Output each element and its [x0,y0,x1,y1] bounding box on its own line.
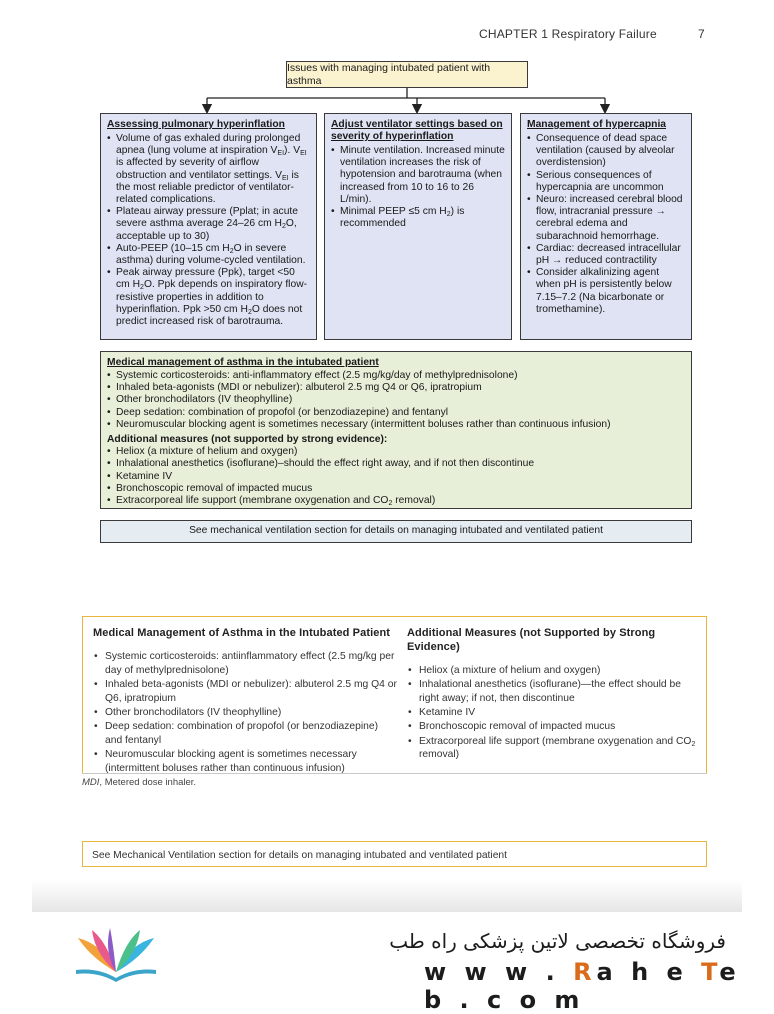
table-left-column [93,627,398,776]
url-mid: a h e [596,958,702,986]
footnote-text: , Metered dose inhaler. [99,777,197,788]
table-left-list [93,650,398,776]
page-shadow [32,880,742,912]
medical-management-title: Medical management of asthma in the intubated patient [107,357,379,368]
ventilator-settings-list [325,145,511,230]
list-item: • Other bronchodilators (IV theophylline) [107,394,685,406]
list-item: • Heliox (a mixture of helium and oxygen) [107,446,685,458]
root-box [286,61,528,88]
table-right-column [407,627,699,763]
medical-management-list [107,370,685,431]
list-item: • Consequence of dead space ventilation (caused by alveolar overdistension) [527,133,686,170]
list-item: • Bronchoscopic removal of impacted mucus [107,483,685,495]
brand-persian-name: فروشگاه تخصصی لاتین پزشکی راه طب [389,929,726,953]
list-item: • Inhaled beta-agonists (MDI or nebulizer): albuterol 2.5 mg Q4 or Q6, ipratropium [107,382,685,394]
see-note-text: See mechanical ventilation section for details on managing intubated and ventilated patient [189,525,603,537]
management-table [82,616,707,774]
url-t: T [701,958,720,986]
list-item: • Extracorporeal life support (membrane oxygenation and $CO_2$ removal) [107,495,685,507]
flowchart-connectors [0,0,774,120]
list-item: • Ketamine IV [107,471,685,483]
ventilator-settings-title: Adjust ventilator settings based on severity of hyperinflation [331,119,503,142]
hypercapnia-title: Management of hypercapnia [527,119,667,130]
table-right-heading: Additional Measures (not Supported by Strong Evidence) [407,627,656,653]
page-number: 7 [698,27,705,41]
root-label: Issues with managing intubated patient with asthma [287,62,491,87]
list-item: • Peak airway pressure (Ppk), target <50 cm $H_2O$. Ppk depends on inspiratory flow-resistive properties in addition to hyperinflation. Ppk >50 cm $H_2O$ does not predict increased risk of barotrauma. [107,267,311,328]
list-item: • Inhalational anesthetics (isoflurane)—the effect should be right away; if not, then discontinue [408,678,699,706]
hypercapnia-box [520,113,692,340]
list-item: • Minute ventilation. Increased minute ventilation increases the risk of hypotension and barotrauma (when increased from 10 to 16 to 26 L/min). [331,145,506,206]
table-left-heading: Medical Management of Asthma in the Intubated Patient [93,627,391,639]
chapter-title: CHAPTER 1 Respiratory Failure [479,27,657,41]
list-item: • Extracorporeal life support (membrane oxygenation and $CO_2$ removal) [408,735,699,763]
list-item: • Deep sedation: combination of propofol (or benzodiazepine) and fentanyl [107,407,685,419]
see-note-2-text: See Mechanical Ventilation section for details on managing intubated and ventilated patient [92,850,508,861]
hyperinflation-list [101,133,316,328]
list-item: • Plateau airway pressure (Pplat; in acute severe asthma average 24–26 cm $H_2O$, acceptable up to 30) [107,206,311,243]
additional-measures-list [107,446,685,507]
list-item: • Cardiac: decreased intracellular pH → reduced contractility [527,243,686,267]
list-item: • Systemic corticosteroids: anti-inflammatory effect (2.5 mg/kg/day of methylprednisolone) [107,370,685,382]
additional-measures-title: Additional measures (not supported by strong evidence): [107,434,388,446]
list-item: • Auto-PEEP (10–15 cm $H_2O$ in severe asthma) during volume-cycled ventilation. [107,243,311,267]
table-footnote [82,777,196,788]
list-item: • Bronchoscopic removal of impacted mucus [408,720,699,734]
hyperinflation-title: Assessing pulmonary hyperinflation [107,119,285,130]
list-item: • Minimal PEEP ≤5 cm $H_2$) is recommended [331,206,506,230]
list-item: • Volume of gas exhaled during prolonged apnea (lung volume at inspiration $V_{EI}$). $V_{EI}$ is affected by severity of airflow obstruction and ventilator settings. $V_{EI}$ is the most reliable predictor of ventilator-related complications. [107,133,311,206]
ventilator-settings-box [324,113,512,340]
list-item: • Inhaled beta-agonists (MDI or nebulizer): albuterol 2.5 mg Q4 or Q6, ipratropium [94,678,398,706]
list-item: • Neuromuscular blocking agent is sometimes necessary (intermittent boluses rather than continuous infusion) [107,419,685,431]
url-r: R [573,958,597,986]
table-bottom-rule [82,773,707,774]
list-item: • Ketamine IV [408,706,699,720]
hypercapnia-list [521,133,691,316]
medical-management-box [100,351,692,509]
book-logo-icon [70,928,162,984]
list-item: • Neuro: increased cerebral blood flow, intracranial pressure → cerebral edema and subarachnoid hemorrhage. [527,194,686,243]
list-item: • Other bronchodilators (IV theophylline) [94,706,398,720]
url-suffix: e b . c o m [424,958,741,1014]
list-item: • Heliox (a mixture of helium and oxygen) [408,664,699,678]
see-mechanical-ventilation-note-2 [82,841,707,867]
see-mechanical-ventilation-note [100,520,692,543]
url-prefix: w w w . [424,958,574,986]
brand-url[interactable] [424,958,774,1014]
table-right-list [407,664,699,763]
list-item: • Serious consequences of hypercapnia are uncommon [527,170,686,194]
list-item: • Neuromuscular blocking agent is sometimes necessary (intermittent boluses rather than continuous infusion) [94,748,398,776]
hyperinflation-box [100,113,317,340]
list-item: • Deep sedation: combination of propofol (or benzodiazepine) and fentanyl [94,720,398,748]
list-item: • Systemic corticosteroids: antiinflammatory effect (2.5 mg/kg per day of methylprednisolone) [94,650,398,678]
list-item: • Inhalational anesthetics (isoflurane)–should the effect right away, and if not then discontinue [107,458,685,470]
list-item: • Consider alkalinizing agent when pH is persistently below 7.15–7.2 (Na bicarbonate or tromethamine). [527,267,686,316]
footnote-abbr: MDI [82,777,100,788]
